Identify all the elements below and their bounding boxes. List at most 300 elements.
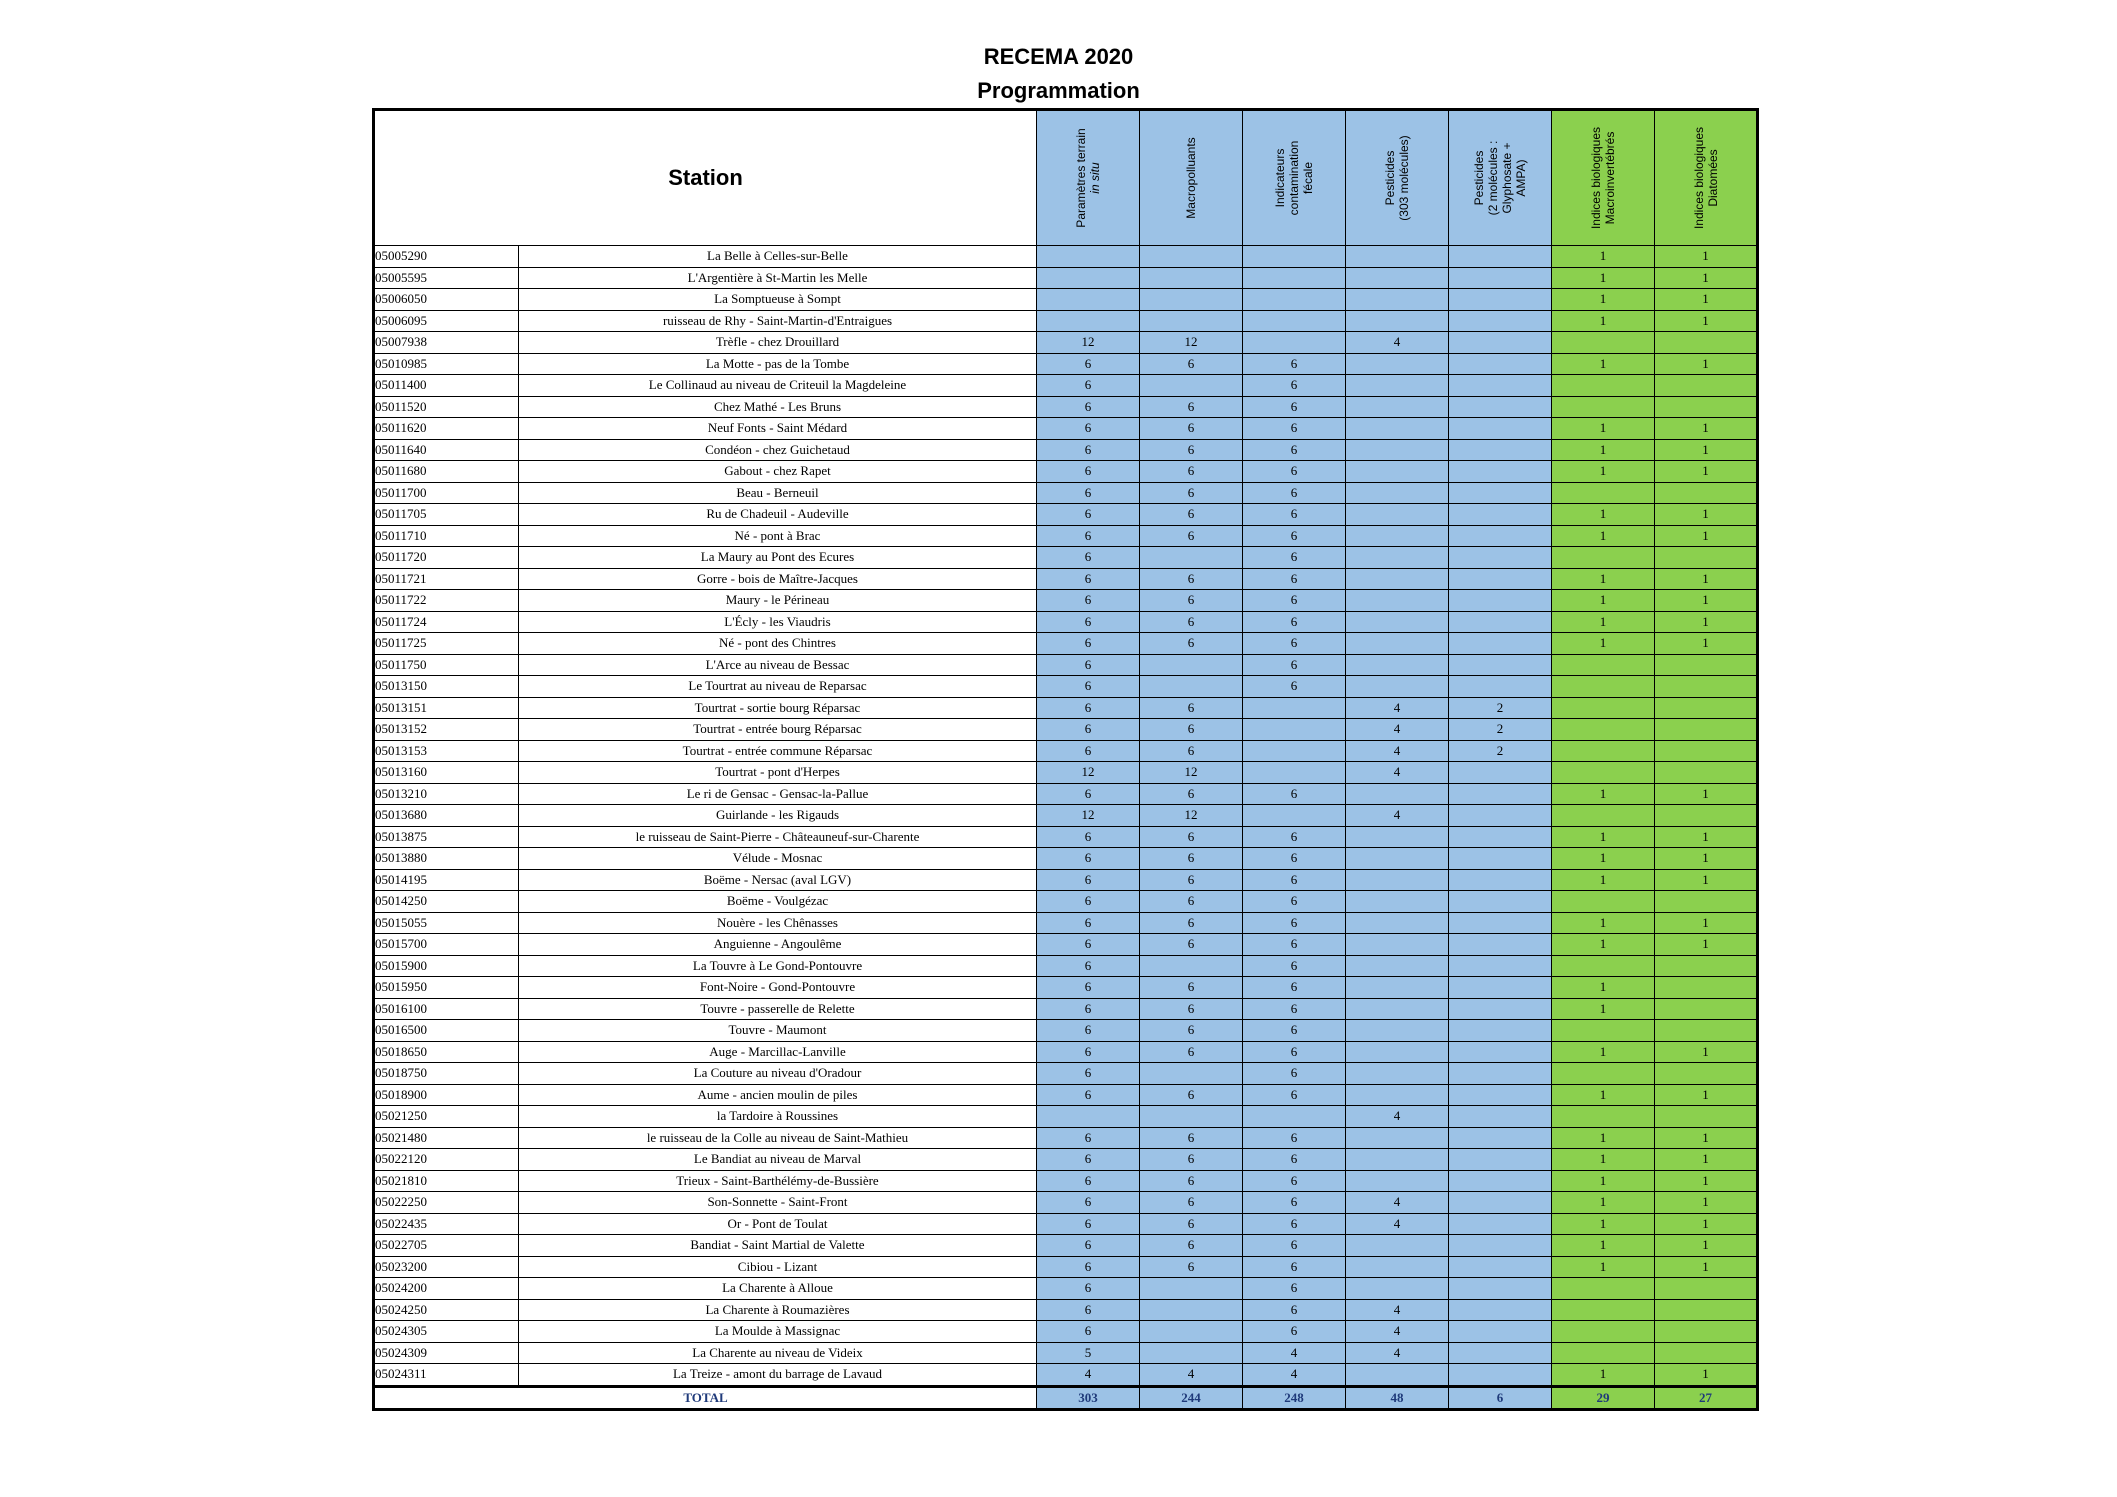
value-cell: 6 — [1037, 1149, 1140, 1171]
value-cell: 1 — [1655, 633, 1758, 655]
table-row — [374, 934, 1758, 956]
value-cell — [1346, 1278, 1449, 1300]
value-cell: 6 — [1140, 353, 1243, 375]
value-cell — [1655, 482, 1758, 504]
table-row — [374, 1106, 1758, 1128]
station-code: 05011722 — [374, 590, 519, 612]
value-cell: 6 — [1037, 1321, 1140, 1343]
station-name: La Charente à Alloue — [519, 1278, 1037, 1300]
value-cell: 1 — [1655, 783, 1758, 805]
station-code: 05011725 — [374, 633, 519, 655]
value-cell: 6 — [1140, 934, 1243, 956]
table-row — [374, 1321, 1758, 1343]
value-cell: 4 — [1346, 1342, 1449, 1364]
value-cell — [1449, 396, 1552, 418]
station-name: Tourtrat - entrée commune Réparsac — [519, 740, 1037, 762]
station-code: 05005290 — [374, 246, 519, 268]
value-cell: 6 — [1037, 654, 1140, 676]
station-name: Cibiou - Lizant — [519, 1256, 1037, 1278]
value-cell — [1449, 955, 1552, 977]
value-cell: 2 — [1449, 719, 1552, 741]
value-cell — [1552, 1299, 1655, 1321]
value-cell — [1552, 1342, 1655, 1364]
value-cell — [1449, 568, 1552, 590]
value-cell: 6 — [1037, 697, 1140, 719]
value-cell: 1 — [1552, 826, 1655, 848]
station-code: 05011400 — [374, 375, 519, 397]
total-value: 27 — [1655, 1386, 1758, 1409]
station-code: 05013150 — [374, 676, 519, 698]
value-cell — [1449, 332, 1552, 354]
station-name: Aume - ancien moulin de piles — [519, 1084, 1037, 1106]
value-cell — [1449, 590, 1552, 612]
value-cell: 6 — [1037, 504, 1140, 526]
value-cell — [1243, 762, 1346, 784]
value-cell — [1346, 912, 1449, 934]
station-code: 05022435 — [374, 1213, 519, 1235]
value-cell: 6 — [1140, 697, 1243, 719]
value-cell — [1346, 568, 1449, 590]
value-cell — [1140, 289, 1243, 311]
value-cell — [1449, 869, 1552, 891]
value-cell — [1552, 955, 1655, 977]
value-cell — [1655, 719, 1758, 741]
value-cell — [1449, 547, 1552, 569]
table-row — [374, 1213, 1758, 1235]
param-header-line: Pesticides — [1472, 150, 1486, 206]
value-cell — [1552, 805, 1655, 827]
station-name: Touvre - Maumont — [519, 1020, 1037, 1042]
value-cell — [1140, 246, 1243, 268]
value-cell: 6 — [1037, 1170, 1140, 1192]
table-row — [374, 1278, 1758, 1300]
value-cell: 6 — [1037, 1063, 1140, 1085]
param-header-label — [1184, 137, 1198, 218]
value-cell: 12 — [1140, 762, 1243, 784]
value-cell: 6 — [1140, 1235, 1243, 1257]
value-cell — [1449, 439, 1552, 461]
value-cell — [1449, 353, 1552, 375]
station-code: 05024250 — [374, 1299, 519, 1321]
value-cell — [1449, 676, 1552, 698]
value-cell: 6 — [1140, 568, 1243, 590]
value-cell: 6 — [1140, 826, 1243, 848]
station-name: La Couture au niveau d'Oradour — [519, 1063, 1037, 1085]
table-row — [374, 611, 1758, 633]
value-cell — [1243, 246, 1346, 268]
station-name: Tourtrat - pont d'Herpes — [519, 762, 1037, 784]
value-cell: 1 — [1552, 912, 1655, 934]
value-cell: 1 — [1552, 934, 1655, 956]
value-cell: 6 — [1037, 783, 1140, 805]
param-header-line: fécale — [1301, 161, 1315, 195]
value-cell — [1140, 1278, 1243, 1300]
station-name: Maury - le Périneau — [519, 590, 1037, 612]
param-header-line: in situ — [1088, 162, 1102, 194]
value-cell: 1 — [1552, 418, 1655, 440]
station-name: L'Argentière à St-Martin les Melle — [519, 267, 1037, 289]
value-cell: 1 — [1655, 1213, 1758, 1235]
value-cell — [1346, 590, 1449, 612]
value-cell — [1449, 461, 1552, 483]
station-name: Trieux - Saint-Barthélémy-de-Bussière — [519, 1170, 1037, 1192]
value-cell — [1346, 848, 1449, 870]
station-name: Font-Noire - Gond-Pontouvre — [519, 977, 1037, 999]
value-cell: 1 — [1655, 1235, 1758, 1257]
station-code: 05005595 — [374, 267, 519, 289]
value-cell — [1140, 1106, 1243, 1128]
param-header-label — [1383, 135, 1411, 220]
table-row — [374, 482, 1758, 504]
value-cell — [1655, 1278, 1758, 1300]
value-cell: 1 — [1655, 590, 1758, 612]
value-cell: 12 — [1140, 805, 1243, 827]
value-cell — [1449, 633, 1552, 655]
value-cell: 6 — [1243, 547, 1346, 569]
value-cell: 6 — [1037, 826, 1140, 848]
station-name: L'Arce au niveau de Bessac — [519, 654, 1037, 676]
value-cell: 1 — [1655, 1127, 1758, 1149]
param-header-line: Glyphosate + — [1500, 142, 1514, 214]
value-cell: 6 — [1243, 1063, 1346, 1085]
station-code: 05013880 — [374, 848, 519, 870]
table-body — [374, 246, 1758, 1410]
param-header-line: Indices biologiques — [1589, 126, 1603, 230]
value-cell — [1552, 654, 1655, 676]
value-cell: 1 — [1552, 289, 1655, 311]
value-cell: 6 — [1037, 525, 1140, 547]
value-cell: 6 — [1037, 396, 1140, 418]
value-cell: 4 — [1346, 1321, 1449, 1343]
station-code: 05015900 — [374, 955, 519, 977]
table-row — [374, 977, 1758, 999]
value-cell: 1 — [1655, 1170, 1758, 1192]
station-name: Tourtrat - entrée bourg Réparsac — [519, 719, 1037, 741]
table-row — [374, 826, 1758, 848]
value-cell: 6 — [1037, 353, 1140, 375]
value-cell — [1346, 1170, 1449, 1192]
station-name: Le Collinaud au niveau de Criteuil la Magdeleine — [519, 375, 1037, 397]
station-code: 05011710 — [374, 525, 519, 547]
value-cell: 6 — [1140, 1084, 1243, 1106]
value-cell: 6 — [1243, 654, 1346, 676]
station-name: L'Écly - les Viaudris — [519, 611, 1037, 633]
param-header-5 — [1552, 110, 1655, 246]
value-cell: 6 — [1243, 525, 1346, 547]
station-code: 05015055 — [374, 912, 519, 934]
value-cell: 6 — [1037, 633, 1140, 655]
value-cell — [1449, 998, 1552, 1020]
station-code: 05022120 — [374, 1149, 519, 1171]
value-cell — [1243, 289, 1346, 311]
value-cell — [1346, 353, 1449, 375]
value-cell: 4 — [1346, 1192, 1449, 1214]
param-header-label — [1472, 141, 1528, 216]
value-cell: 6 — [1243, 891, 1346, 913]
value-cell — [1655, 547, 1758, 569]
param-header-label — [1692, 127, 1720, 229]
value-cell: 1 — [1655, 439, 1758, 461]
param-header-line: Diatomées — [1705, 149, 1720, 207]
value-cell: 1 — [1552, 1041, 1655, 1063]
value-cell: 12 — [1140, 332, 1243, 354]
value-cell: 1 — [1552, 869, 1655, 891]
value-cell — [1140, 654, 1243, 676]
value-cell: 6 — [1140, 1170, 1243, 1192]
value-cell — [1346, 869, 1449, 891]
param-header-6 — [1655, 110, 1758, 246]
value-cell: 6 — [1243, 934, 1346, 956]
value-cell: 6 — [1140, 1041, 1243, 1063]
value-cell — [1655, 998, 1758, 1020]
value-cell — [1552, 1020, 1655, 1042]
value-cell: 1 — [1552, 977, 1655, 999]
value-cell: 1 — [1552, 633, 1655, 655]
value-cell: 1 — [1655, 504, 1758, 526]
value-cell — [1449, 912, 1552, 934]
value-cell: 1 — [1552, 998, 1655, 1020]
table-row — [374, 654, 1758, 676]
value-cell: 4 — [1346, 805, 1449, 827]
value-cell: 1 — [1655, 1041, 1758, 1063]
value-cell: 4 — [1346, 1299, 1449, 1321]
total-value: 244 — [1140, 1386, 1243, 1409]
value-cell: 1 — [1552, 783, 1655, 805]
value-cell — [1140, 547, 1243, 569]
station-name: Anguienne - Angoulême — [519, 934, 1037, 956]
param-header-label — [1074, 128, 1102, 227]
value-cell — [1346, 654, 1449, 676]
value-cell — [1449, 1192, 1552, 1214]
value-cell — [1037, 289, 1140, 311]
value-cell — [1140, 310, 1243, 332]
station-code: 05016500 — [374, 1020, 519, 1042]
value-cell — [1346, 1256, 1449, 1278]
value-cell: 6 — [1243, 1235, 1346, 1257]
station-name: Gorre - bois de Maître-Jacques — [519, 568, 1037, 590]
value-cell: 6 — [1037, 1020, 1140, 1042]
value-cell — [1346, 977, 1449, 999]
station-header: Station — [374, 110, 1037, 246]
value-cell — [1140, 375, 1243, 397]
table-row — [374, 1149, 1758, 1171]
station-code: 05011705 — [374, 504, 519, 526]
value-cell — [1552, 332, 1655, 354]
station-name: Nouère - les Chênasses — [519, 912, 1037, 934]
param-header-4 — [1449, 110, 1552, 246]
table-row — [374, 1127, 1758, 1149]
value-cell — [1655, 396, 1758, 418]
value-cell: 1 — [1655, 461, 1758, 483]
param-header-1 — [1140, 110, 1243, 246]
value-cell — [1243, 805, 1346, 827]
station-name: Son-Sonnette - Saint-Front — [519, 1192, 1037, 1214]
value-cell: 6 — [1037, 869, 1140, 891]
value-cell: 6 — [1243, 611, 1346, 633]
value-cell: 6 — [1243, 869, 1346, 891]
station-name: Le Tourtrat au niveau de Reparsac — [519, 676, 1037, 698]
station-code: 05007938 — [374, 332, 519, 354]
station-code: 05011724 — [374, 611, 519, 633]
param-header-line: Macropolluants — [1184, 137, 1198, 219]
value-cell: 1 — [1552, 1256, 1655, 1278]
param-header-label — [1273, 141, 1315, 216]
value-cell: 6 — [1243, 977, 1346, 999]
value-cell — [1449, 1127, 1552, 1149]
value-cell: 1 — [1655, 934, 1758, 956]
value-cell — [1346, 826, 1449, 848]
document-subtitle: Programmation — [977, 78, 1140, 103]
value-cell: 6 — [1140, 848, 1243, 870]
value-cell — [1140, 267, 1243, 289]
value-cell: 6 — [1243, 1149, 1346, 1171]
value-cell: 6 — [1037, 1084, 1140, 1106]
value-cell: 6 — [1037, 611, 1140, 633]
station-name: Tourtrat - sortie bourg Réparsac — [519, 697, 1037, 719]
value-cell: 6 — [1243, 1041, 1346, 1063]
value-cell: 6 — [1037, 934, 1140, 956]
value-cell: 6 — [1140, 525, 1243, 547]
total-value: 303 — [1037, 1386, 1140, 1409]
value-cell: 1 — [1552, 848, 1655, 870]
value-cell: 1 — [1552, 1364, 1655, 1387]
param-header-line: (303 molécules) — [1397, 135, 1411, 221]
station-name: Ru de Chadeuil - Audeville — [519, 504, 1037, 526]
value-cell — [1552, 891, 1655, 913]
station-name: la Tardoire à Roussines — [519, 1106, 1037, 1128]
station-name: Trèfle - chez Drouillard — [519, 332, 1037, 354]
value-cell — [1552, 740, 1655, 762]
value-cell — [1449, 418, 1552, 440]
value-cell: 6 — [1243, 1321, 1346, 1343]
value-cell — [1449, 289, 1552, 311]
value-cell: 1 — [1552, 1149, 1655, 1171]
table-row — [374, 289, 1758, 311]
value-cell: 1 — [1655, 826, 1758, 848]
value-cell — [1449, 934, 1552, 956]
value-cell — [1449, 783, 1552, 805]
table-row — [374, 375, 1758, 397]
station-name: Or - Pont de Toulat — [519, 1213, 1037, 1235]
value-cell — [1449, 891, 1552, 913]
value-cell — [1346, 783, 1449, 805]
value-cell: 6 — [1037, 418, 1140, 440]
station-code: 05022705 — [374, 1235, 519, 1257]
value-cell — [1243, 719, 1346, 741]
station-name: La Charente au niveau de Videix — [519, 1342, 1037, 1364]
total-value: 6 — [1449, 1386, 1552, 1409]
value-cell: 6 — [1140, 482, 1243, 504]
value-cell: 6 — [1037, 590, 1140, 612]
value-cell: 6 — [1037, 977, 1140, 999]
value-cell — [1449, 1063, 1552, 1085]
value-cell — [1346, 1235, 1449, 1257]
value-cell: 6 — [1243, 568, 1346, 590]
value-cell — [1552, 1063, 1655, 1085]
value-cell — [1346, 482, 1449, 504]
value-cell — [1346, 1149, 1449, 1171]
station-code: 05016100 — [374, 998, 519, 1020]
station-name: La Touvre à Le Gond-Pontouvre — [519, 955, 1037, 977]
value-cell: 4 — [1243, 1364, 1346, 1387]
station-name: Beau - Berneuil — [519, 482, 1037, 504]
value-cell — [1552, 547, 1655, 569]
value-cell — [1655, 1299, 1758, 1321]
value-cell: 6 — [1037, 848, 1140, 870]
station-name: Chez Mathé - Les Bruns — [519, 396, 1037, 418]
station-name: La Treize - amont du barrage de Lavaud — [519, 1364, 1037, 1387]
value-cell: 1 — [1655, 1149, 1758, 1171]
table-row — [374, 740, 1758, 762]
value-cell: 6 — [1140, 740, 1243, 762]
value-cell: 6 — [1140, 590, 1243, 612]
value-cell: 6 — [1243, 439, 1346, 461]
table-row — [374, 353, 1758, 375]
value-cell: 6 — [1037, 568, 1140, 590]
station-code: 05006095 — [374, 310, 519, 332]
value-cell: 6 — [1037, 955, 1140, 977]
value-cell: 1 — [1552, 439, 1655, 461]
value-cell: 1 — [1552, 310, 1655, 332]
table-row — [374, 805, 1758, 827]
value-cell — [1140, 955, 1243, 977]
table-row — [374, 396, 1758, 418]
value-cell — [1037, 246, 1140, 268]
value-cell: 1 — [1552, 1170, 1655, 1192]
value-cell: 6 — [1037, 461, 1140, 483]
value-cell: 6 — [1037, 1299, 1140, 1321]
value-cell: 6 — [1243, 396, 1346, 418]
param-header-line: (2 molécules : — [1486, 140, 1500, 216]
value-cell — [1449, 654, 1552, 676]
value-cell — [1449, 482, 1552, 504]
table-row — [374, 1041, 1758, 1063]
value-cell: 1 — [1552, 1192, 1655, 1214]
value-cell: 4 — [1346, 1213, 1449, 1235]
station-code: 05013151 — [374, 697, 519, 719]
value-cell: 1 — [1552, 504, 1655, 526]
station-code: 05024200 — [374, 1278, 519, 1300]
table-row — [374, 762, 1758, 784]
value-cell — [1449, 1278, 1552, 1300]
value-cell: 1 — [1655, 1256, 1758, 1278]
value-cell: 6 — [1037, 439, 1140, 461]
value-cell — [1346, 891, 1449, 913]
station-name: Né - pont des Chintres — [519, 633, 1037, 655]
value-cell: 1 — [1655, 246, 1758, 268]
value-cell — [1140, 1342, 1243, 1364]
value-cell: 6 — [1140, 461, 1243, 483]
value-cell — [1655, 697, 1758, 719]
value-cell: 2 — [1449, 740, 1552, 762]
value-cell: 1 — [1655, 267, 1758, 289]
station-name: La Belle à Celles-sur-Belle — [519, 246, 1037, 268]
value-cell — [1449, 1256, 1552, 1278]
value-cell: 6 — [1037, 912, 1140, 934]
value-cell: 4 — [1346, 332, 1449, 354]
value-cell: 2 — [1449, 697, 1552, 719]
value-cell — [1655, 955, 1758, 977]
value-cell — [1346, 1364, 1449, 1387]
value-cell — [1346, 955, 1449, 977]
value-cell — [1449, 1213, 1552, 1235]
value-cell — [1449, 1299, 1552, 1321]
value-cell — [1449, 1084, 1552, 1106]
value-cell — [1449, 805, 1552, 827]
value-cell: 1 — [1552, 1235, 1655, 1257]
value-cell: 1 — [1655, 418, 1758, 440]
station-code: 05021810 — [374, 1170, 519, 1192]
